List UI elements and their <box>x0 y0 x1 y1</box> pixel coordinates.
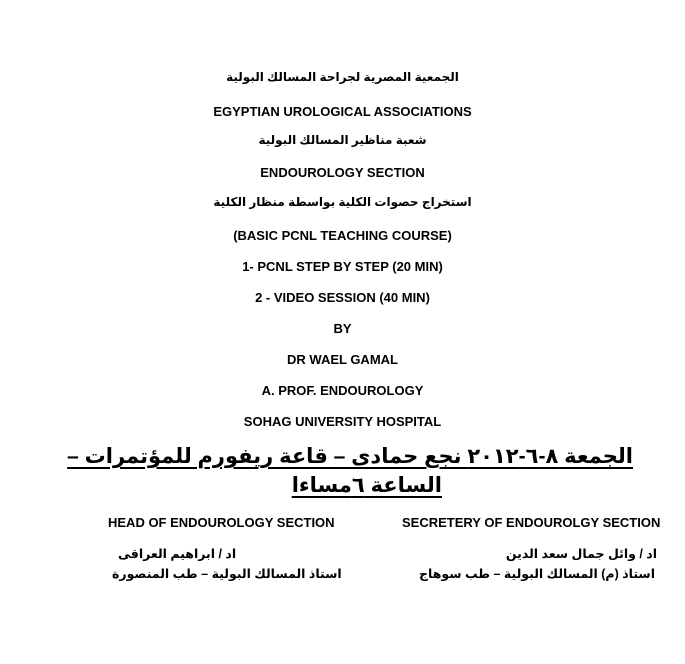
by-label: BY <box>333 321 352 336</box>
head-of-section-name: اد / ابراهيم العراقى <box>118 547 237 561</box>
secretary-name: اد / وائل جمال سعد الدين <box>505 547 657 561</box>
speaker-title: A. PROF. ENDOUROLOGY <box>261 383 424 398</box>
secretary-position: استاذ (م) المسالك البولية – طب سوهاج <box>419 567 655 581</box>
speaker-name: DR WAEL GAMAL <box>287 352 398 367</box>
event-time: الساعة ٦مساءا <box>291 474 442 497</box>
agenda-item-2: 2 - VIDEO SESSION (40 MIN) <box>255 290 430 305</box>
course-english-title: (BASIC PCNL TEACHING COURSE) <box>233 228 452 243</box>
secretary-title: SECRETERY OF ENDOUROLGY SECTION <box>402 515 661 530</box>
speaker-hospital: SOHAG UNIVERSITY HOSPITAL <box>243 414 442 429</box>
agenda-item-1: 1- PCNL STEP BY STEP (20 MIN) <box>242 259 443 274</box>
section-arabic-name: شعبة مناظير المسالك البولية <box>258 133 427 147</box>
association-english-name: EGYPTIAN UROLOGICAL ASSOCIATIONS <box>213 104 472 119</box>
event-date-venue: الجمعة ٨-٦-٢٠١٢ نجع حمادى – قاعة ريفورم للمؤتمرات – <box>67 445 633 468</box>
head-of-section-title: HEAD OF ENDOUROLOGY SECTION <box>108 515 335 530</box>
section-english-name: ENDOUROLOGY SECTION <box>260 165 425 180</box>
course-arabic-title: استخراج حصوات الكلية بواسطة منظار الكلية <box>213 195 472 209</box>
association-arabic-name: الجمعية المصرية لجراحة المسالك البولية <box>226 70 459 84</box>
head-of-section-position: استاذ المسالك البولية – طب المنصورة <box>112 567 342 581</box>
